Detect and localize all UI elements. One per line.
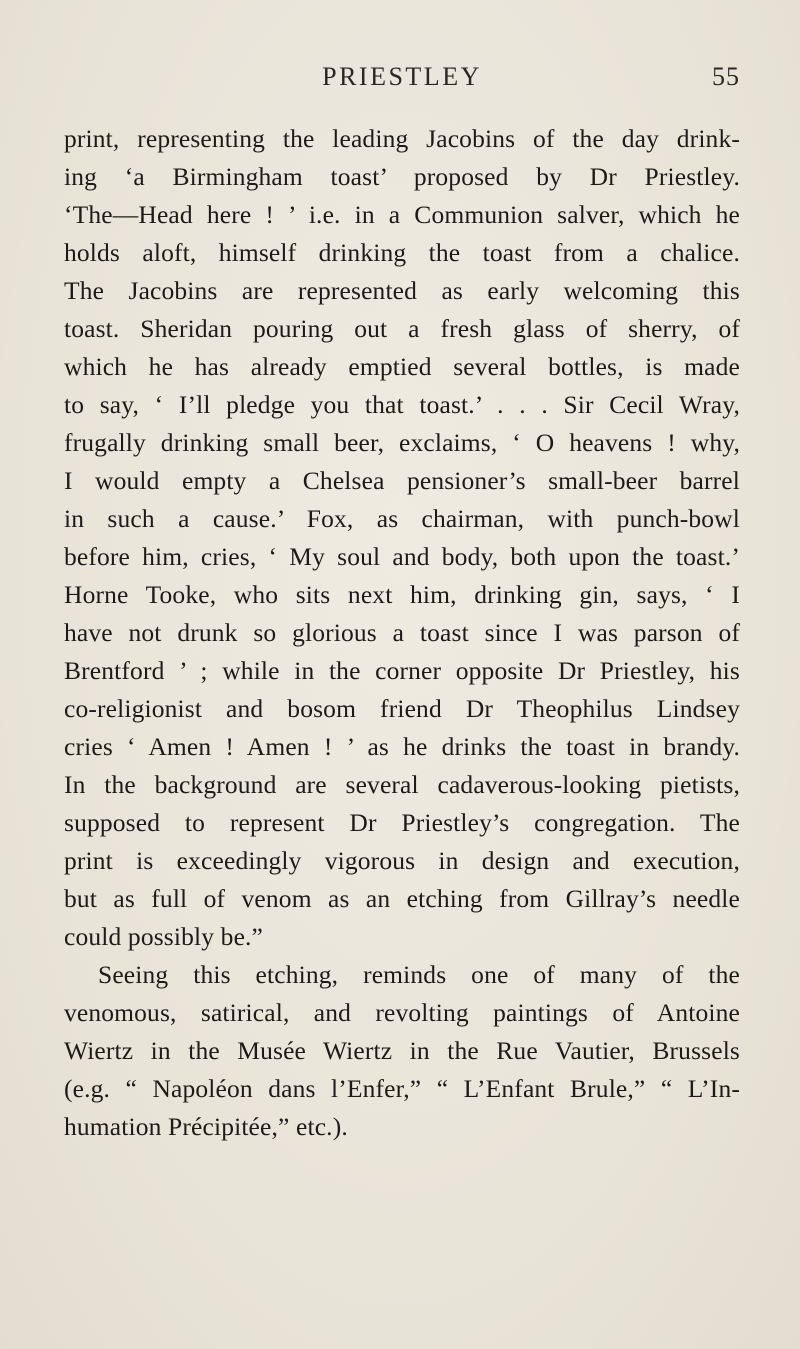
text-line: ‘The—Head here ! ’ i.e. in a Communion salver, which he <box>64 200 740 229</box>
text-line: which he has already emptied several bottles, is made <box>64 352 740 381</box>
text-line: could possibly be.” <box>64 922 264 951</box>
text-line: supposed to represent Dr Priestley’s congregation. The <box>64 808 740 837</box>
text-line: (e.g. “ Napoléon dans l’Enfer,” “ L’Enfant Brule,” “ L’In- <box>64 1074 740 1103</box>
text-line: but as full of venom as an etching from Gillray’s needle <box>64 884 740 913</box>
text-line: print, representing the leading Jacobins of the day drink- <box>64 124 740 153</box>
text-line: holds aloft, himself drinking the toast from a chalice. <box>64 238 740 267</box>
text-line: to say, ‘ I’ll pledge you that toast.’ . . . Sir Cecil Wray, <box>64 390 740 419</box>
text-line: Horne Tooke, who sits next him, drinking gin, says, ‘ I <box>64 580 740 609</box>
text-line: In the background are several cadaverous-looking pietists, <box>64 770 740 799</box>
text-line: before him, cries, ‘ My soul and body, both upon the toast.’ <box>64 542 740 571</box>
body-text <box>64 120 740 1146</box>
text-line: venomous, satirical, and revolting paintings of Antoine <box>64 998 740 1027</box>
text-line: co-religionist and bosom friend Dr Theophilus Lindsey <box>64 694 740 723</box>
text-line: Seeing this etching, reminds one of many of the <box>98 960 740 989</box>
page-number: 55 <box>712 62 740 91</box>
text-line: in such a cause.’ Fox, as chairman, with punch-bowl <box>64 504 740 533</box>
running-head <box>64 62 740 102</box>
text-line: print is exceedingly vigorous in design and execution, <box>64 846 740 875</box>
text-line: frugally drinking small beer, exclaims, ‘ O heavens ! why, <box>64 428 740 457</box>
text-line: have not drunk so glorious a toast since I was parson of <box>64 618 740 647</box>
text-line: Brentford ’ ; while in the corner opposite Dr Priestley, his <box>64 656 740 685</box>
text-line: The Jacobins are represented as early welcoming this <box>64 276 740 305</box>
text-line: ing ‘a Birmingham toast’ proposed by Dr Priestley. <box>64 162 740 191</box>
running-title: PRIESTLEY <box>322 62 482 91</box>
text-line: toast. Sheridan pouring out a fresh glass of sherry, of <box>64 314 740 343</box>
text-line: humation Précipitée,” etc.). <box>64 1112 348 1141</box>
text-line: cries ‘ Amen ! Amen ! ’ as he drinks the toast in brandy. <box>64 732 740 761</box>
text-line: I would empty a Chelsea pensioner’s small-beer barrel <box>64 466 740 495</box>
text-line: Wiertz in the Musée Wiertz in the Rue Vautier, Brussels <box>64 1036 740 1065</box>
